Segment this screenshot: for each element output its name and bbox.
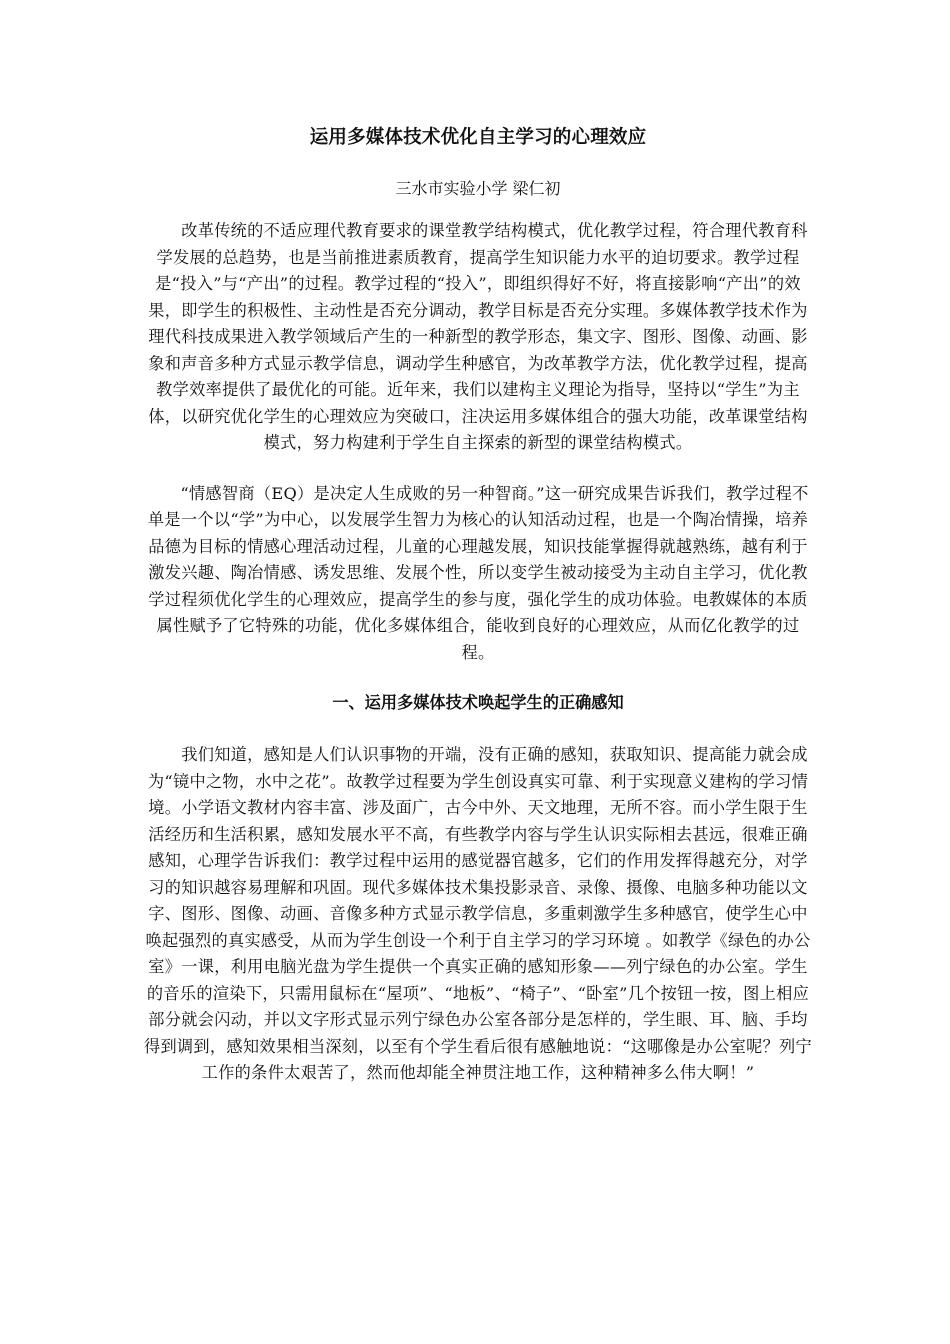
document-title: 运用多媒体技术优化自主学习的心理效应	[309, 127, 647, 148]
section-paragraph: 我们知道，感知是人们认识事物的开端，没有正确的感知，获取知识、提高能力就会成为“镜中之物，水中之花”。故教学过程要为学生创设真实可靠、利于实现意义建构的学习情境。小学语文教材内容丰富、涉及面广，古今中外、天文地理，无所不容。而小学生限于生活经历和生活积累，感知发展水平不高，有些教学内容与学生认识实际相去甚远，很难正确感知，心理学告诉我们：教学过程中运用的感觉器官越多，它们的作用发挥得越充分，对学习的知识越容易理解和巩固。现代多媒体技术集投影录音、录像、摄像、电脑多种功能以文字、图形、图像、动画、音像多种方式显示教学信息，多重刺激学生多种感官，使学生心中唤起强烈的真实感受，从而为学生创设一个利于自主学习的学习环境 。如教学《绿色的办公室》一课，利用电脑光盘为学生提供一个真实正确的感知形象——列宁绿色的办公室。学生的音乐的渲染下，只需用鼠标在“屋项”、“地板”、“椅子”、“卧室”几个按钮一按，图上相应部分就会闪动，并以文字形式显示列宁绿色办公室各部分是怎样的，学生眼、耳、脑、手均得到调到，感知效果相当深刻，以至有个学生看后很有感触地说：“这哪像是办公室呢？列宁工作的条件太艰苦了，然而他却能全神贯注地工作，这种精神多么伟大啊！”	[143, 745, 813, 1082]
paragraph-1: 改革传统的不适应理代教育要求的课堂教学结构模式，优化教学过程，符合理代教育科学发展的总趋势，也是当前推进素质教育，提高学生知识能力水平的迫切要求。教学过程是“投入”与“产出”的过程。教学过程的“投入”，即组织得好不好，将直接影响“产出”的效果，即学生的积极性、主动性是否充分调动，教学目标是否充分实理。多媒体教学技术作为理代科技成果进入教学领域后产生的一种新型的教学形态，集文字、图形、图像、动画、影象和声音多种方式显示教学信息，调动学生种感官，为改革教学方法，优化教学过程，提高教学效率提供了最优化的可能。近年来，我们以建构主义理论为指导，坚持以“学生”为主体，以研究优化学生的心理效应为突破口，注决运用多媒体组合的强大功能，改革课堂结构模式，努力构建利于学生自主探索的新型的课堂结构模式。	[148, 221, 808, 452]
author-line: 三水市实验小学 梁仁初	[395, 179, 561, 198]
paragraph-2: “情感智商（EQ）是决定人生成败的另一种智商。”这一研究成果告诉我们，教学过程不单是一个以“学”为中心，以发展学生智力为核心的认知活动过程，也是一个陶冶情操，培养品德为目标的情感心理活动过程，儿童的心理越发展，知识技能掌握得就越熟练，越有利于激发兴趣、陶冶情感、诱发思维、发展个性，所以变学生被动接受为主动自主学习，优化教学过程须优化学生的心理效应，提高学生的参与度，强化学生的成功体验。电教媒体的本质属性赋予了它特殊的功能，优化多媒体组合，能收到良好的心理效应，从而亿化教学的过程。	[147, 483, 809, 662]
document-page	[142, 118, 814, 1087]
section-heading: 一、运用多媒体技术唤起学生的正确感知	[332, 693, 624, 712]
